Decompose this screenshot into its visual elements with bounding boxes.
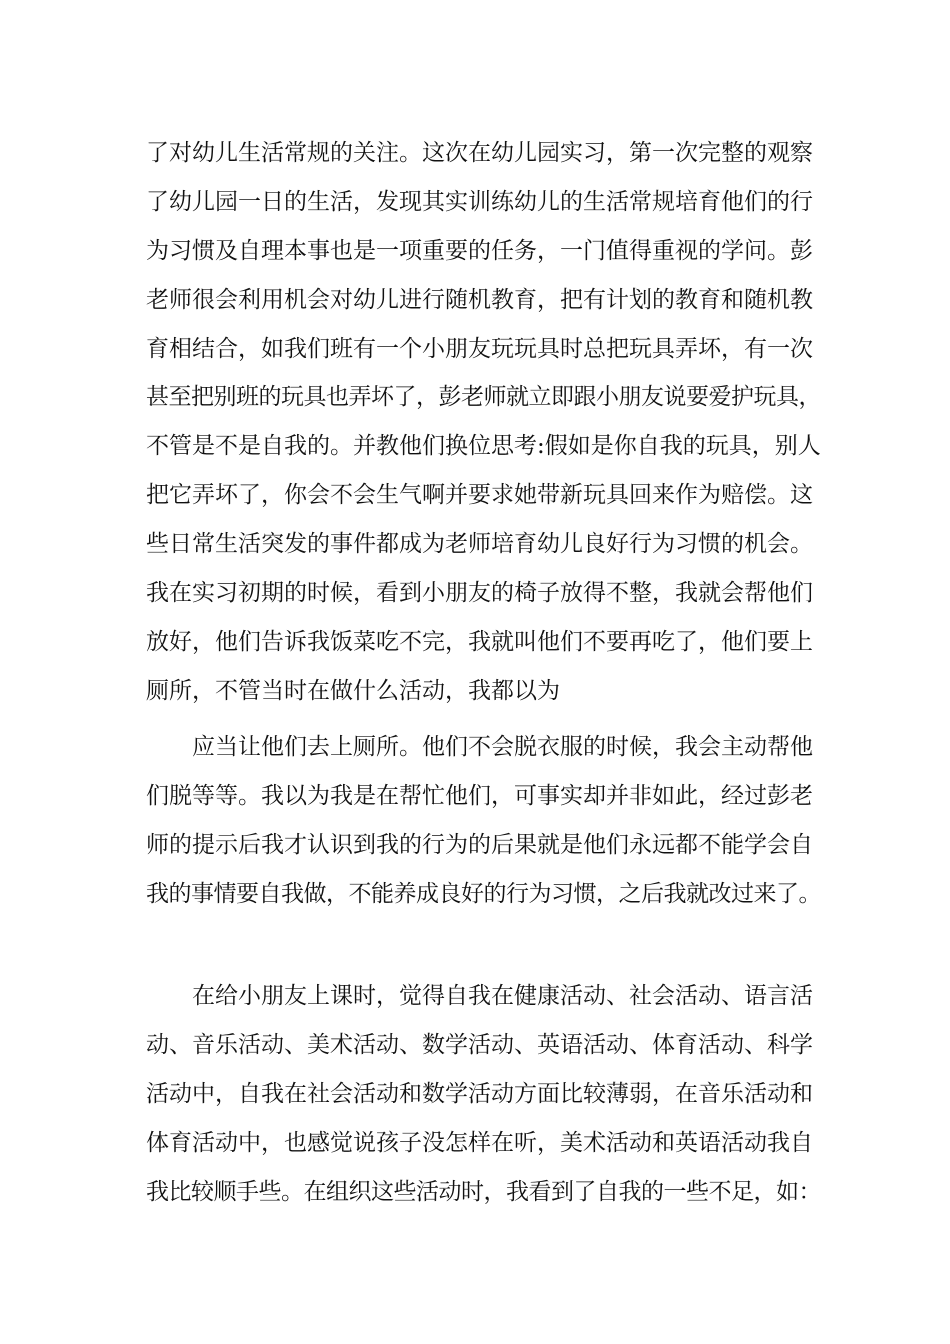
paragraph-line: 在给小朋友上课时，觉得自我在健康活动、社会活动、语言活 <box>192 983 813 1009</box>
paragraph-line: 把它弄坏了，你会不会生气啊并要求她带新玩具回来作为赔偿。这 <box>146 482 813 509</box>
paragraph-line: 活动中，自我在社会活动和数学活动方面比较薄弱，在音乐活动和 <box>146 1080 813 1107</box>
paragraph-line: 不管是不是自我的。并教他们换位思考:假如是你自我的玩具，别人 <box>146 433 821 460</box>
paragraph-line: 为习惯及自理本事也是一项重要的任务，一门值得重视的学问。彭 <box>146 237 813 264</box>
paragraph-line: 放好，他们告诉我饭菜吃不完，我就叫他们不要再吃了，他们要上 <box>146 628 813 655</box>
paragraph-line: 师的提示后我才认识到我的行为的后果就是他们永远都不能学会自 <box>146 831 813 858</box>
paragraph-2 <box>146 723 826 919</box>
paragraph-line: 了幼儿园一日的生活，发现其实训练幼儿的生活常规培育他们的行 <box>146 188 813 215</box>
paragraph-line: 甚至把别班的玩具也弄坏了，彭老师就立即跟小朋友说要爱护玩具， <box>146 384 821 411</box>
paragraph-3 <box>146 972 826 1216</box>
paragraph-line: 体育活动中，也感觉说孩子没怎样在听，美术活动和英语活动我自 <box>146 1129 813 1156</box>
paragraph-line: 了对幼儿生活常规的关注。这次在幼儿园实习，第一次完整的观察 <box>146 140 813 166</box>
paragraph-line: 厕所，不管当时在做什么活动，我都以为 <box>146 677 560 704</box>
paragraph-line: 们脱等等。我以为我是在帮忙他们，可事实却并非如此，经过彭老 <box>146 782 813 809</box>
paragraph-line: 些日常生活突发的事件都成为老师培育幼儿良好行为习惯的机会。 <box>146 531 813 558</box>
paragraph-line: 应当让他们去上厕所。他们不会脱衣服的时候，我会主动帮他 <box>192 734 813 760</box>
paragraph-line: 育相结合，如我们班有一个小朋友玩玩具时总把玩具弄坏，有一次 <box>146 335 813 362</box>
paragraph-line: 我比较顺手些。在组织这些活动时，我看到了自我的一些不足，如： <box>146 1178 821 1205</box>
paragraph-line: 我的事情要自我做，不能养成良好的行为习惯，之后我就改过来了。 <box>146 880 821 907</box>
paragraph-line: 动、音乐活动、美术活动、数学活动、英语活动、体育活动、科学 <box>146 1031 813 1058</box>
paragraph-line: 我在实习初期的时候，看到小朋友的椅子放得不整，我就会帮他们 <box>146 580 813 607</box>
paragraph-1 <box>146 129 826 716</box>
paragraph-line: 老师很会利用机会对幼儿进行随机教育，把有计划的教育和随机教 <box>146 286 813 313</box>
